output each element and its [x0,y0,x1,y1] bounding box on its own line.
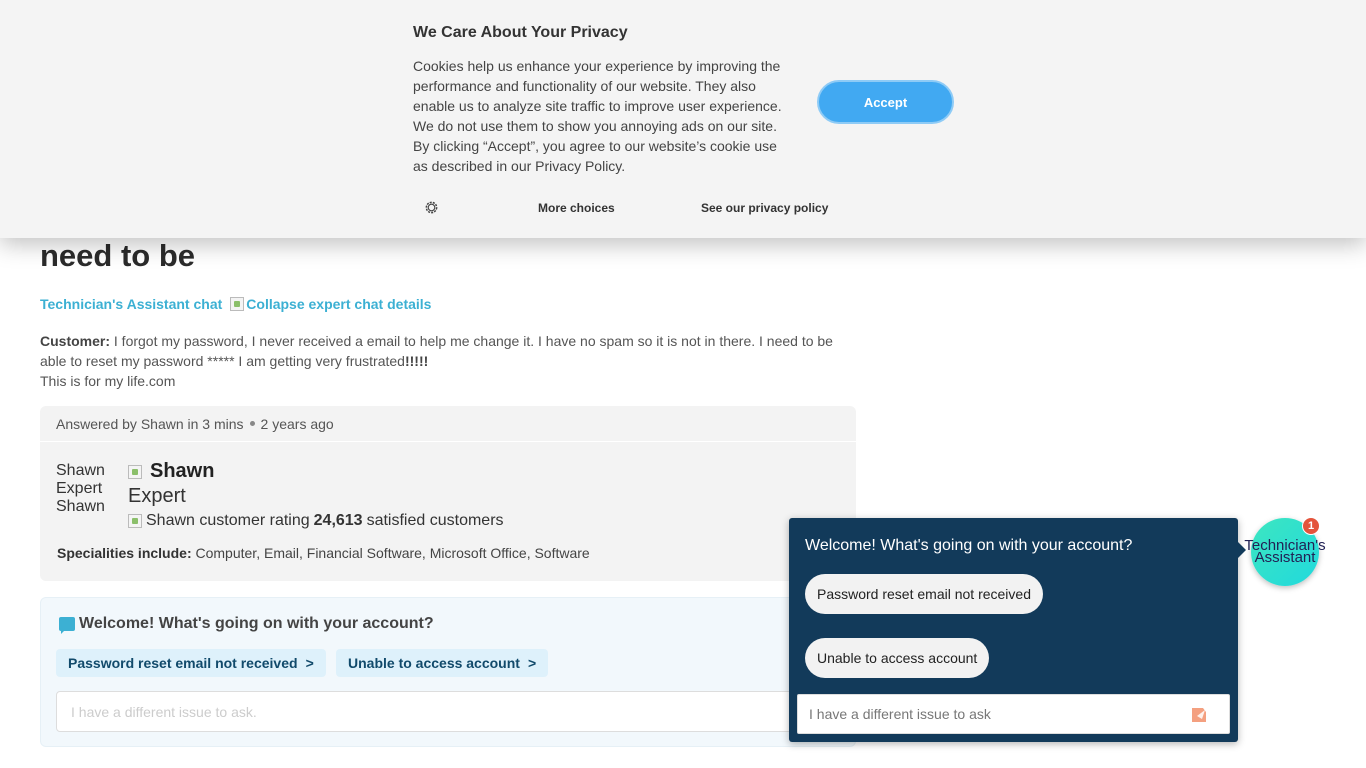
answered-by: Answered by Shawn in 3 mins [56,415,244,432]
cookie-title: We Care About Your Privacy [413,24,628,41]
collapse-expert-chat-button[interactable] [230,296,431,312]
customer-text: I forgot my password, I never received a email to help me change it. I have no spam so it is not in there. I need to be able to reset my password ***** I am getting very frustrated [40,333,833,369]
chat-widget [789,518,1238,742]
expert-name: Shawn [150,460,215,482]
chat-links [40,296,431,312]
broken-image-icon [128,465,142,479]
issue-input[interactable]: I have a different issue to ask. [56,691,816,732]
widget-issue-input[interactable] [797,694,1230,734]
customer-text-line2: This is for my life.com [40,373,176,389]
satisfied-label: satisfied customers [366,512,504,529]
welcome-title-text: Welcome! What's going on with your account? [79,615,434,632]
notification-badge: 1 [1302,517,1320,535]
broken-image-icon [230,297,244,311]
collapse-expert-chat-label: Collapse expert chat details [246,296,432,312]
welcome-title [59,615,434,633]
cookie-banner [0,0,1366,238]
chip-unable-access[interactable] [336,649,548,677]
customer-label: Customer: [40,333,111,349]
answer-card [40,406,856,581]
customer-question [40,331,850,391]
chevron-right-icon: > [527,655,537,671]
gear-icon[interactable] [424,200,439,215]
assistant-launcher-button[interactable]: Technician's Assistant [1251,518,1319,586]
specialities [57,545,590,561]
chat-bubble-icon [59,617,75,631]
expert-role: Expert [128,485,186,507]
widget-option-unable-access[interactable]: Unable to access account [805,638,989,678]
chip-label: Password reset email not received [68,655,298,671]
technician-assistant-chat-link[interactable]: Technician's Assistant chat [40,296,223,312]
satisfied-count: 24,613 [313,512,363,529]
widget-title: Welcome! What's going on with your account? [805,537,1133,554]
specialities-label: Specialities include: [57,545,192,561]
chip-password-reset[interactable] [56,649,326,677]
avatar: Shawn Expert Shawn [56,462,105,515]
widget-input-placeholder: I have a different issue to ask [809,706,991,722]
accept-button[interactable]: Accept [817,80,954,124]
answer-time: 2 years ago [260,415,334,432]
widget-option-password-reset[interactable]: Password reset email not received [805,574,1043,614]
welcome-panel [40,597,856,747]
customer-emphasis: !!!!! [404,353,429,369]
chip-label: Unable to access account [348,655,520,671]
more-choices-button[interactable]: More choices [538,201,615,215]
chevron-right-icon: > [305,655,314,671]
cookie-text: Cookies help us enhance your experience by improving the performance and functionality of our website. They also enable us to analyze site traffic to improve user experience. We do not use them to show you annoying ads on our site. By clicking “Accept”, you agree to our website’s cookie use as described in our Privacy Policy. [413,58,782,174]
page-title: need to be [40,238,196,273]
answer-header [40,406,856,442]
expert-name-row [128,460,214,483]
separator-dot [250,421,255,426]
rating-image-icon [128,514,142,528]
expert-rating [128,512,504,530]
rating-alt: Shawn customer rating [146,512,310,529]
send-icon[interactable] [1191,707,1207,723]
privacy-policy-link[interactable]: See our privacy policy [701,201,829,215]
specialities-list: Computer, Email, Financial Software, Microsoft Office, Software [195,545,590,561]
